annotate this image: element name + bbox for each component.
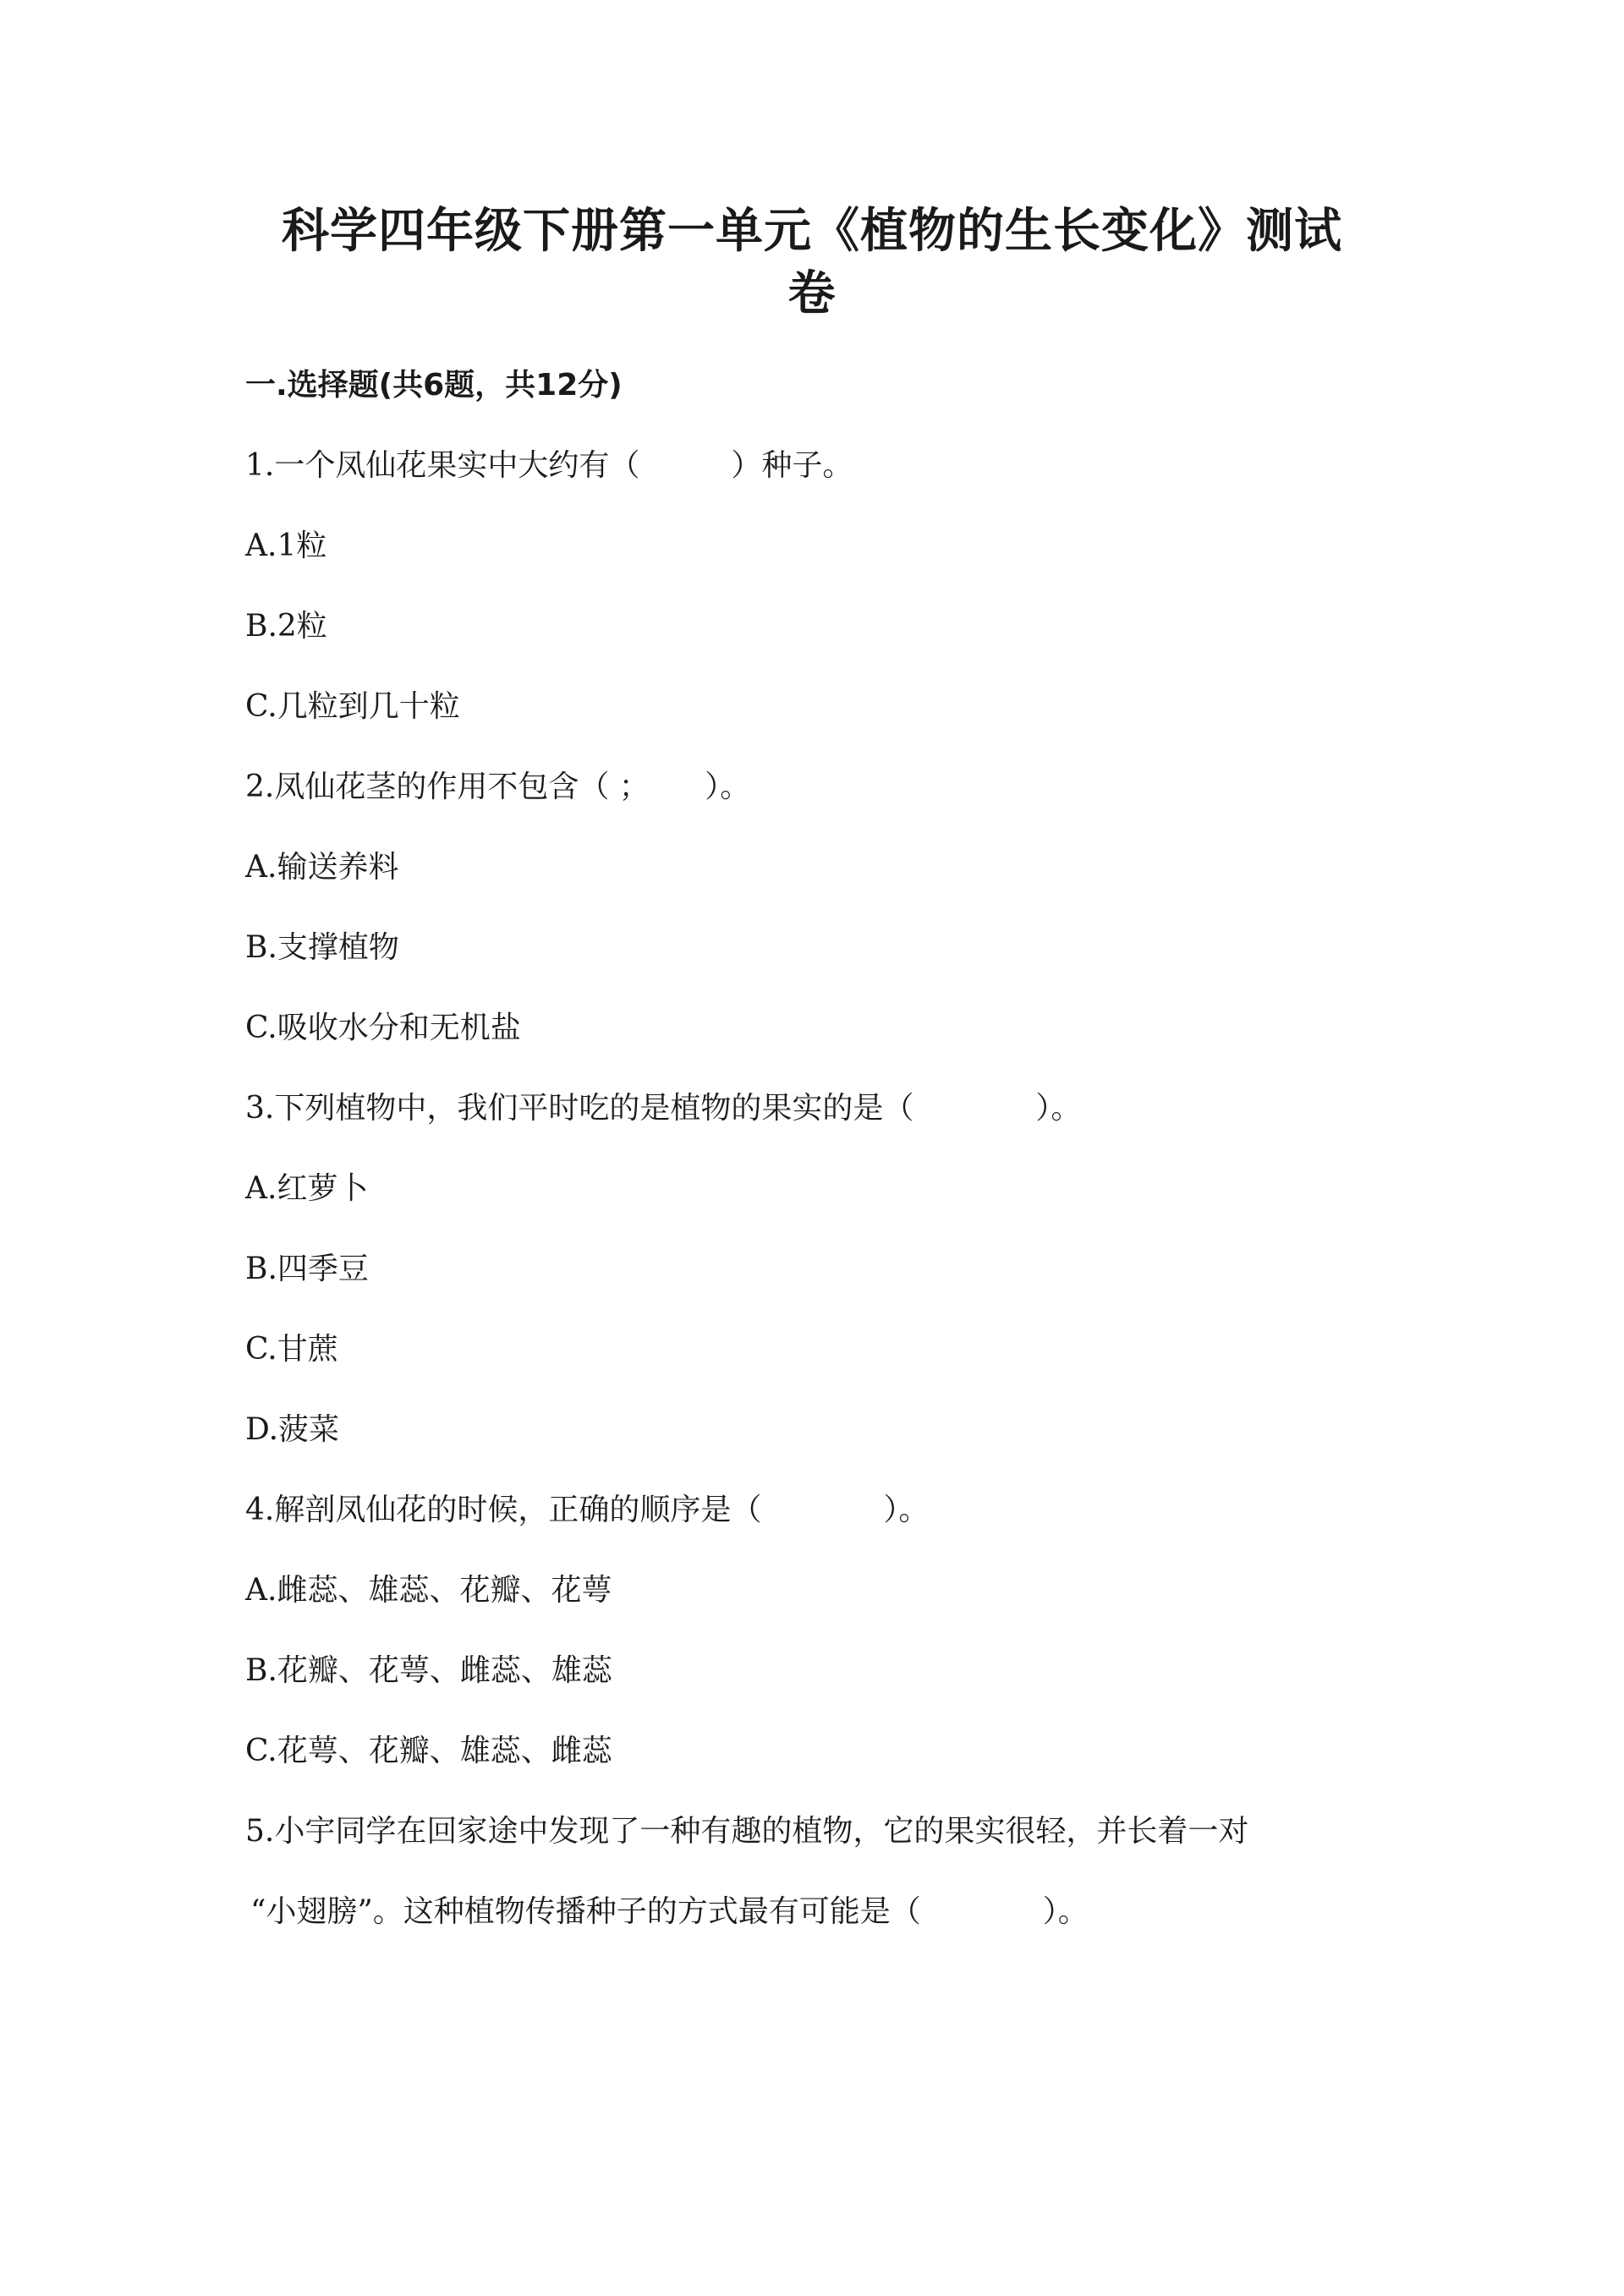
question-1-option-b: B.2粒 [245, 609, 327, 644]
question-3-option-a: A.红萝卜 [245, 1171, 369, 1206]
question-2-option-b: B.支撑植物 [245, 930, 399, 965]
question-4-option-c: C.花萼、花瓣、雄蕊、雌蕊 [245, 1734, 612, 1768]
question-5-stem-line-2: “小翅膀”。这种植物传播种子的方式最有可能是（ ）。 [250, 1894, 1089, 1929]
question-2-option-c: C.吸收水分和无机盐 [245, 1011, 521, 1045]
page-title-line-2: 卷 [787, 266, 837, 321]
question-1-option-a: A.1粒 [245, 529, 327, 563]
question-3-option-d: D.菠菜 [245, 1412, 340, 1447]
question-2-option-a: A.输送养料 [245, 850, 399, 885]
question-1-stem: 1.一个凤仙花果实中大约有（ ）种子。 [245, 448, 853, 483]
question-5-stem-line-1: 5.小宇同学在回家途中发现了一种有趣的植物，它的果实很轻，并长着一对 [245, 1814, 1249, 1849]
question-3-option-b: B.四季豆 [245, 1252, 369, 1286]
question-4-option-b: B.花瓣、花萼、雌蕊、雄蕊 [245, 1653, 612, 1688]
question-4-option-a: A.雌蕊、雄蕊、花瓣、花萼 [245, 1573, 612, 1608]
question-4-stem: 4.解剖凤仙花的时候，正确的顺序是（ ）。 [245, 1493, 930, 1527]
page-title-line-1: 科学四年级下册第一单元《植物的生长变化》测试 [282, 204, 1342, 259]
question-2-stem: 2.凤仙花茎的作用不包含（ ； ）。 [245, 770, 751, 804]
question-3-stem: 3.下列植物中，我们平时吃的是植物的果实的是（ ）。 [245, 1091, 1082, 1126]
section-heading: 一.选择题(共6题，共12分) [245, 368, 623, 403]
question-3-option-c: C.甘蔗 [245, 1332, 338, 1367]
question-1-option-c: C.几粒到几十粒 [245, 689, 460, 724]
